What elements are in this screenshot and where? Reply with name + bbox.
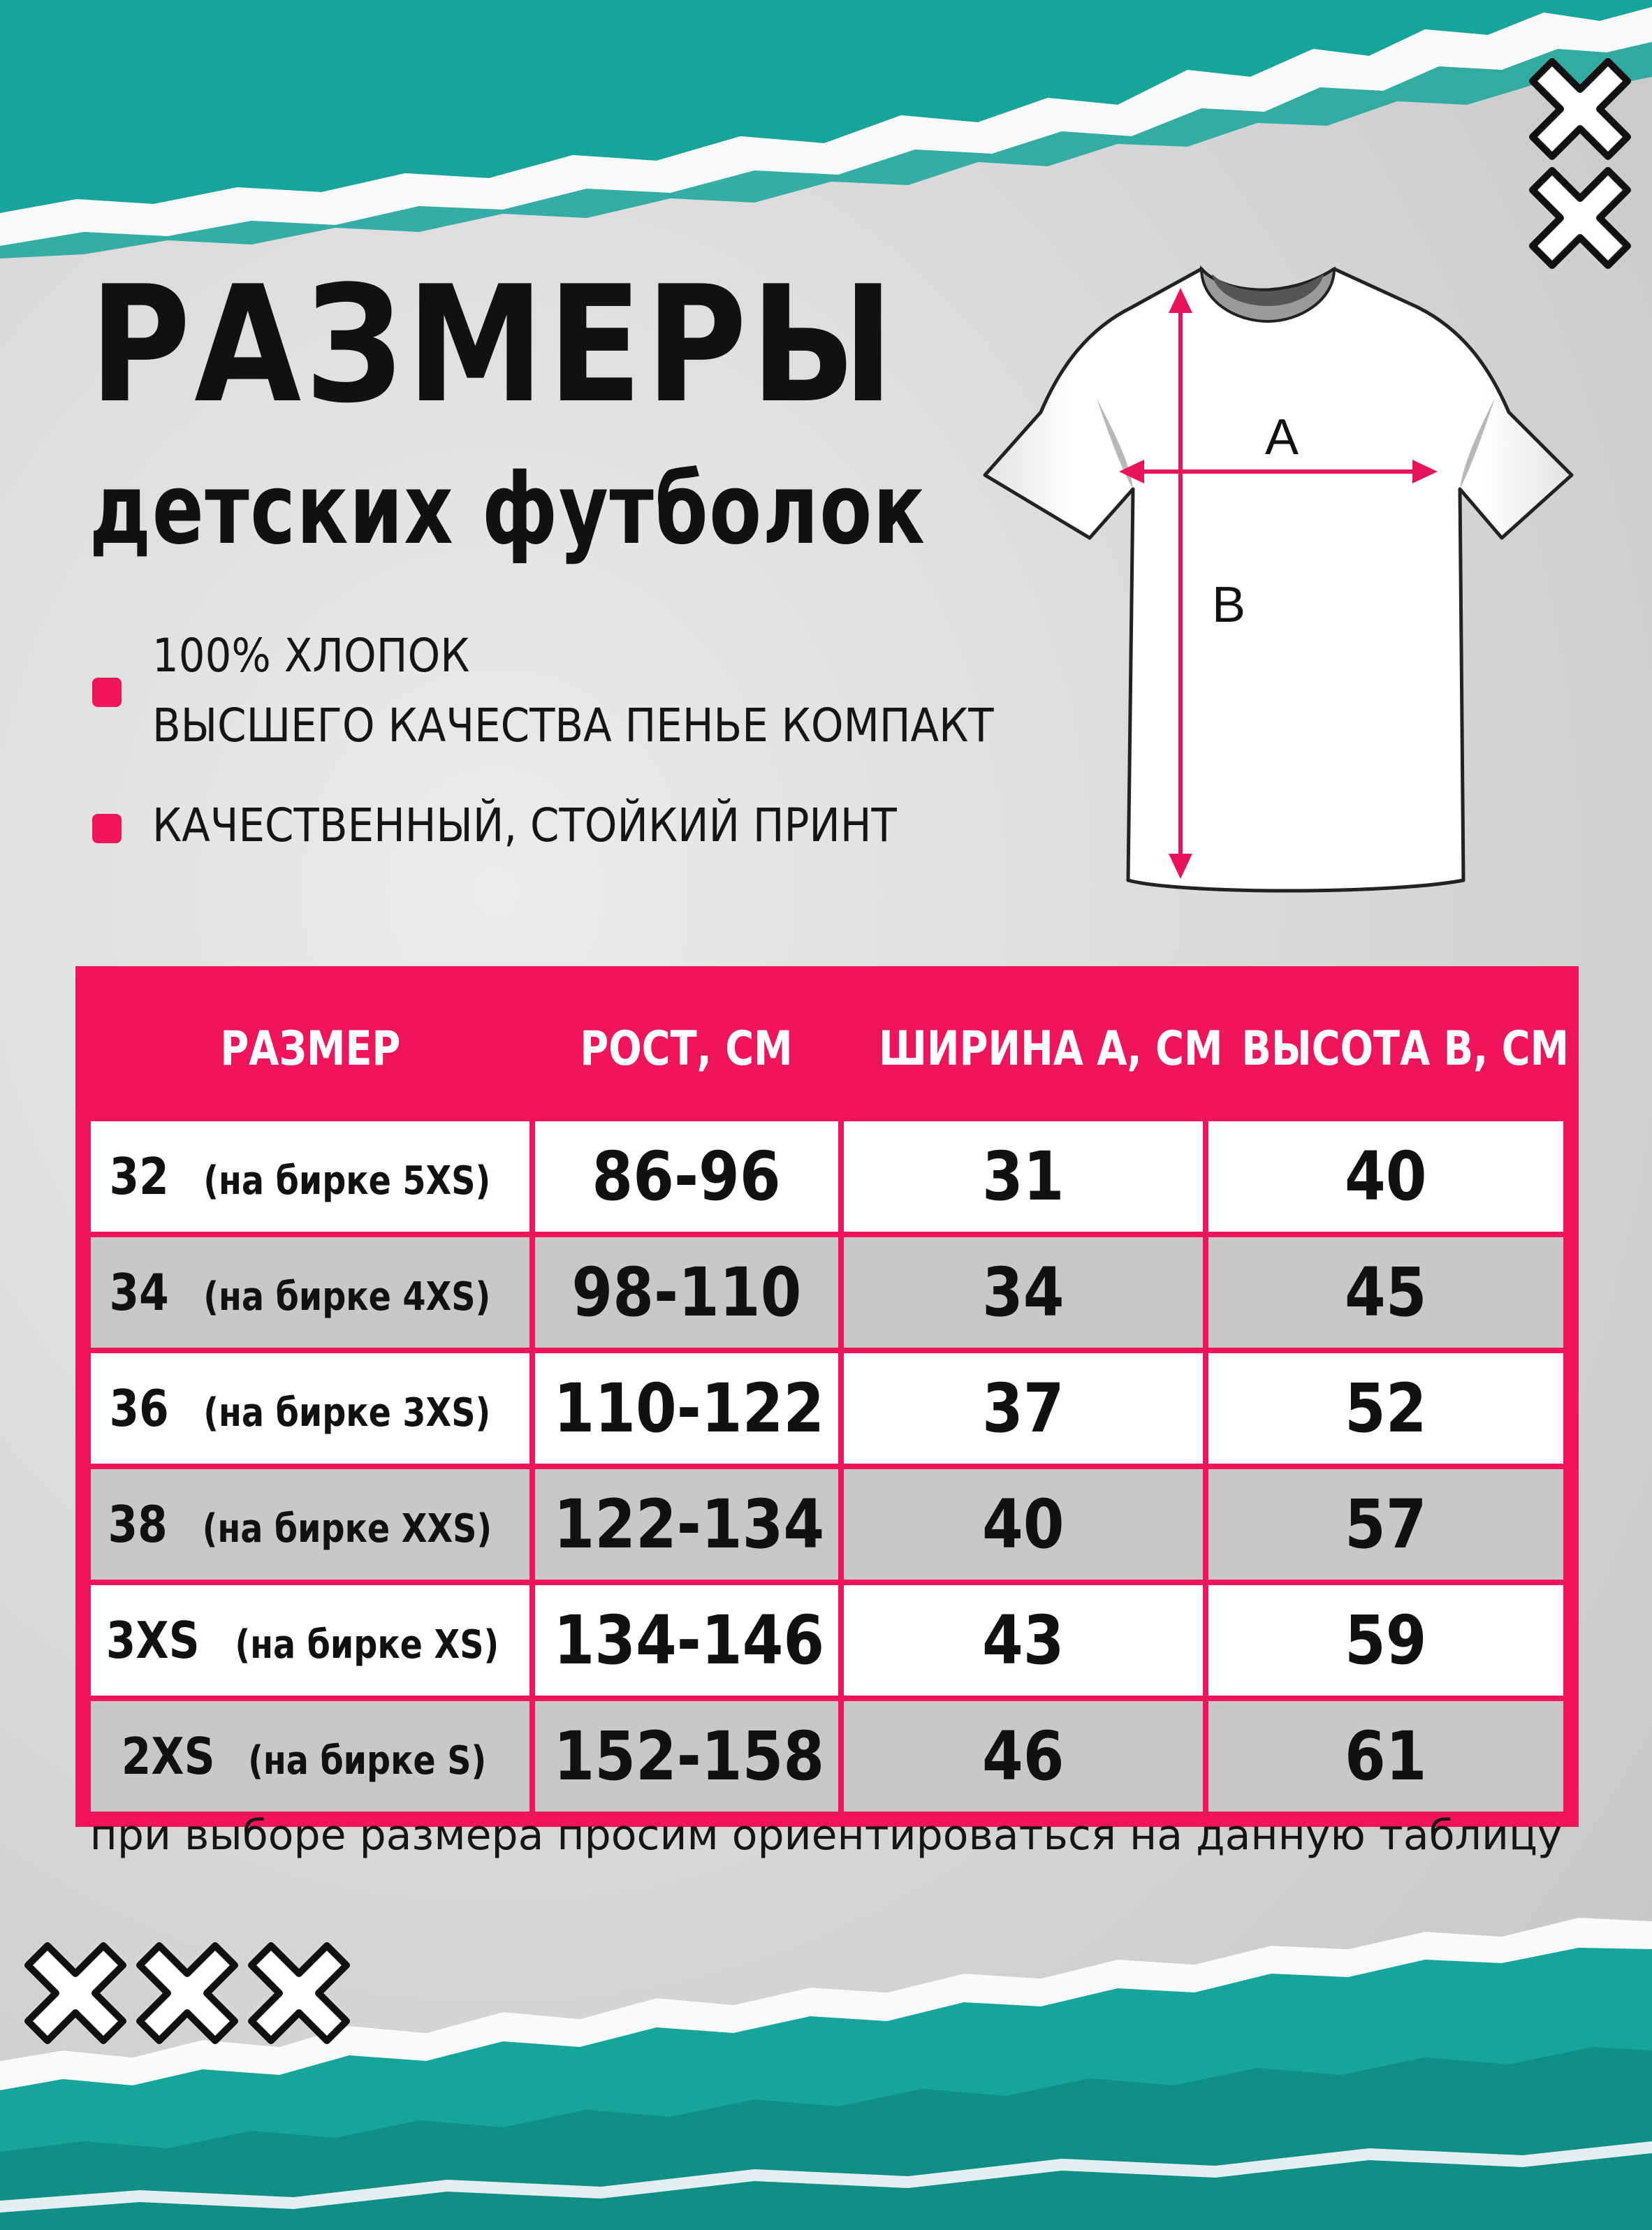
size-cell: 2XS (на бирке S) <box>88 1698 532 1814</box>
feature-cotton: 100% ХЛОПОК <box>152 629 470 683</box>
feature-bullet <box>92 678 122 707</box>
length-cell: 45 <box>1206 1234 1566 1350</box>
feature-print: КАЧЕСТВЕННЫЙ, СТОЙКИЙ ПРИНТ <box>152 799 897 852</box>
width-cell: 34 <box>841 1234 1206 1350</box>
width-cell: 37 <box>841 1350 1206 1466</box>
length-cell: 40 <box>1206 1118 1566 1234</box>
height-cell: 152-158 <box>532 1698 841 1814</box>
header-width: ШИРИНА А, СМ <box>879 1021 1223 1077</box>
length-cell: 61 <box>1206 1698 1566 1814</box>
feature-quality: ВЫСШЕГО КАЧЕСТВА ПЕНЬЕ КОМПАКТ <box>152 699 994 752</box>
header-size: РАЗМЕР <box>219 1021 401 1077</box>
size-cell: 38 (на бирке XXS) <box>88 1466 532 1582</box>
size-cell: 32 (на бирке 5XS) <box>88 1118 532 1234</box>
page-title: РАЗМЕРЫ <box>89 252 898 439</box>
size-cell: 3XS (на бирке XS) <box>88 1582 532 1698</box>
table-header-row <box>88 979 1566 1118</box>
feature-bullet <box>92 814 122 843</box>
label-b: B <box>1212 577 1246 633</box>
length-cell: 59 <box>1206 1582 1566 1698</box>
label-a: A <box>1264 409 1299 465</box>
table-row <box>88 1118 1566 1234</box>
height-cell: 86-96 <box>532 1118 841 1234</box>
size-cell: 34 (на бирке 4XS) <box>88 1234 532 1350</box>
header-length: ВЫСОТА В, СМ <box>1241 1021 1570 1077</box>
length-cell: 57 <box>1206 1466 1566 1582</box>
height-cell: 110-122 <box>532 1350 841 1466</box>
table-row <box>88 1698 1566 1814</box>
size-cell: 36 (на бирке 3XS) <box>88 1350 532 1466</box>
cross-mark-icon <box>1533 61 1628 265</box>
height-cell: 98-110 <box>532 1234 841 1350</box>
header-height: РОСТ, СМ <box>580 1021 794 1077</box>
page-subtitle: детских футболок <box>89 453 926 567</box>
table-row <box>88 1234 1566 1350</box>
table-row <box>88 1582 1566 1698</box>
cross-mark-icon <box>28 1946 346 2041</box>
width-cell: 31 <box>841 1118 1206 1234</box>
width-cell: 43 <box>841 1582 1206 1698</box>
tshirt-measurement-icon <box>971 252 1586 901</box>
width-cell: 46 <box>841 1698 1206 1814</box>
footnote: при выборе размера просим ориентироваться на данную таблицу <box>89 1811 1563 1860</box>
height-cell: 134-146 <box>532 1582 841 1698</box>
table-row <box>88 1466 1566 1582</box>
height-cell: 122-134 <box>532 1466 841 1582</box>
length-cell: 52 <box>1206 1350 1566 1466</box>
table-row <box>88 1350 1566 1466</box>
size-table <box>75 966 1579 1827</box>
width-cell: 40 <box>841 1466 1206 1582</box>
